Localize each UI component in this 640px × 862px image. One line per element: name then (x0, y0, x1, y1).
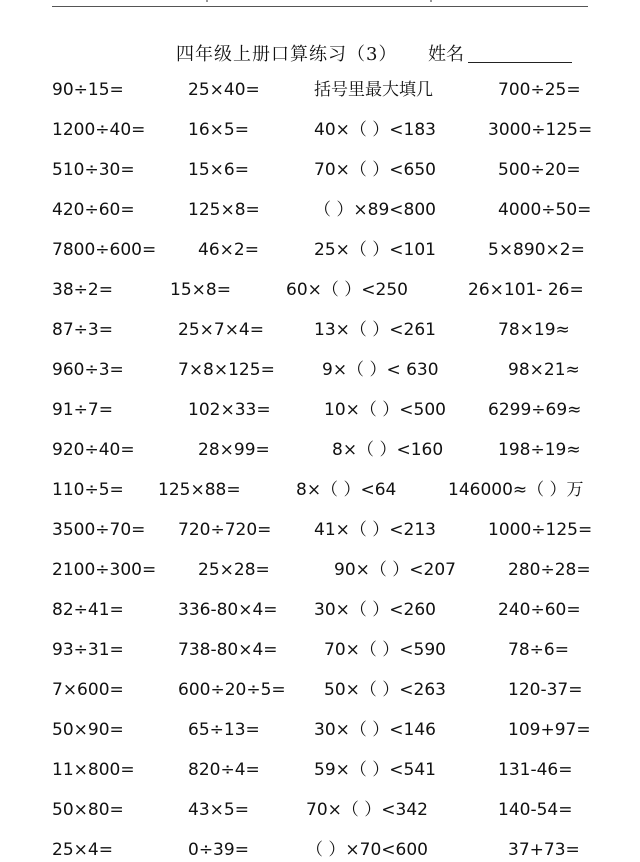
exercise-item: 87÷3= (52, 320, 113, 340)
exercise-item: 25×（ ）<101 (314, 240, 436, 260)
exercise-item: 26×101- 26= (468, 280, 584, 300)
exercise-item: 146000≈（ ）万 (448, 480, 584, 500)
exercise-item: 960÷3= (52, 360, 124, 380)
exercise-item: 198÷19≈ (498, 440, 581, 460)
exercise-item: （ ）×89<800 (314, 200, 436, 220)
exercise-item: 30×（ ）<260 (314, 600, 436, 620)
exercise-row (0, 398, 640, 422)
exercise-item: 59×（ ）<541 (314, 760, 436, 780)
exercise-item: 4000÷50= (498, 200, 592, 220)
exercise-item: 65÷13= (188, 720, 260, 740)
exercise-item: 140-54= (498, 800, 573, 820)
exercise-row (0, 598, 640, 622)
exercise-row (0, 798, 640, 822)
rule-dot (430, 0, 432, 2)
exercise-item: 3500÷70= (52, 520, 146, 540)
exercise-item: 50×80= (52, 800, 124, 820)
exercise-row (0, 358, 640, 382)
top-rule (52, 6, 588, 7)
name-blank-line[interactable] (468, 62, 572, 63)
exercise-item: 15×6= (188, 160, 249, 180)
exercise-item: 1200÷40= (52, 120, 146, 140)
exercise-item: 720÷720= (178, 520, 272, 540)
exercise-item: 1000÷125= (488, 520, 593, 540)
exercise-row (0, 118, 640, 142)
exercise-item: 40×（ ）<183 (314, 120, 436, 140)
exercise-row (0, 838, 640, 862)
exercise-item: 13×（ ）<261 (314, 320, 436, 340)
exercise-item: 90×（ ）<207 (334, 560, 456, 580)
exercise-item: 25×4= (52, 840, 113, 860)
exercise-item: 125×8= (188, 200, 260, 220)
exercise-item: 120-37= (508, 680, 583, 700)
exercise-item: 280÷28= (508, 560, 591, 580)
exercise-item: 60×（ ）<250 (286, 280, 408, 300)
exercise-item: 11×800= (52, 760, 135, 780)
exercise-item: 3000÷125= (488, 120, 593, 140)
exercise-item: 131-46= (498, 760, 573, 780)
exercise-item: 820÷4= (188, 760, 260, 780)
exercise-row (0, 518, 640, 542)
exercise-item: 25×40= (188, 80, 260, 100)
exercise-item: 336-80×4= (178, 600, 278, 620)
exercise-item: 37+73= (508, 840, 580, 860)
exercise-item: 5×890×2= (488, 240, 585, 260)
exercise-item: 43×5= (188, 800, 249, 820)
exercise-item: 25×7×4= (178, 320, 264, 340)
exercise-row (0, 718, 640, 742)
exercise-item: 38÷2= (52, 280, 113, 300)
exercise-item: 78×19≈ (498, 320, 570, 340)
exercise-item: 110÷5= (52, 480, 124, 500)
exercise-item: 8×（ ）<160 (332, 440, 444, 460)
exercise-row (0, 158, 640, 182)
exercise-item: 98×21≈ (508, 360, 580, 380)
exercise-item: 420÷60= (52, 200, 135, 220)
name-label: 姓名 (428, 44, 464, 65)
exercise-item: 102×33= (188, 400, 271, 420)
exercise-item: （ ）×70<600 (306, 840, 428, 860)
exercise-row (0, 758, 640, 782)
exercise-item: 30×（ ）<146 (314, 720, 436, 740)
exercise-item: 78÷6= (508, 640, 569, 660)
exercise-item: 7800÷600= (52, 240, 157, 260)
exercise-item: 109+97= (508, 720, 591, 740)
exercise-item: 240÷60= (498, 600, 581, 620)
exercise-item: 90÷15= (52, 80, 124, 100)
exercise-item: 8×（ ）<64 (296, 480, 397, 500)
exercise-row (0, 558, 640, 582)
exercise-item: 41×（ ）<213 (314, 520, 436, 540)
exercise-item: 920÷40= (52, 440, 135, 460)
rule-dot (206, 0, 208, 2)
exercise-item: 28×99= (198, 440, 270, 460)
exercise-item: 6299÷69≈ (488, 400, 582, 420)
exercise-item: 600÷20÷5= (178, 680, 286, 700)
exercise-item: 91÷7= (52, 400, 113, 420)
exercise-item: 510÷30= (52, 160, 135, 180)
exercise-item: 70×（ ）<590 (324, 640, 446, 660)
exercise-item: 15×8= (170, 280, 231, 300)
exercise-row (0, 198, 640, 222)
exercise-item: 70×（ ）<342 (306, 800, 428, 820)
exercise-item: 16×5= (188, 120, 249, 140)
exercise-item: 82÷41= (52, 600, 124, 620)
exercise-item: 2100÷300= (52, 560, 157, 580)
exercise-item: 25×28= (198, 560, 270, 580)
exercise-item: 46×2= (198, 240, 259, 260)
exercise-item: 7×600= (52, 680, 124, 700)
exercise-item: 125×88= (158, 480, 241, 500)
exercise-row (0, 238, 640, 262)
exercise-item: 50×90= (52, 720, 124, 740)
exercise-item: 9×（ ）< 630 (322, 360, 439, 380)
worksheet-title: 四年级上册口算练习（3） (176, 44, 398, 65)
exercise-item: 500÷20= (498, 160, 581, 180)
exercise-item: 70×（ ）<650 (314, 160, 436, 180)
exercise-row (0, 638, 640, 662)
exercise-row (0, 278, 640, 302)
exercise-row (0, 438, 640, 462)
section-heading: 括号里最大填几 (314, 80, 433, 100)
exercise-row (0, 78, 640, 102)
exercise-item: 738-80×4= (178, 640, 278, 660)
exercise-item: 50×（ ）<263 (324, 680, 446, 700)
exercise-item: 93÷31= (52, 640, 124, 660)
exercise-item: 0÷39= (188, 840, 249, 860)
exercise-row (0, 318, 640, 342)
exercise-item: 700÷25= (498, 80, 581, 100)
exercise-row (0, 678, 640, 702)
exercise-row (0, 478, 640, 502)
exercise-item: 7×8×125= (178, 360, 275, 380)
exercise-item: 10×（ ）<500 (324, 400, 446, 420)
